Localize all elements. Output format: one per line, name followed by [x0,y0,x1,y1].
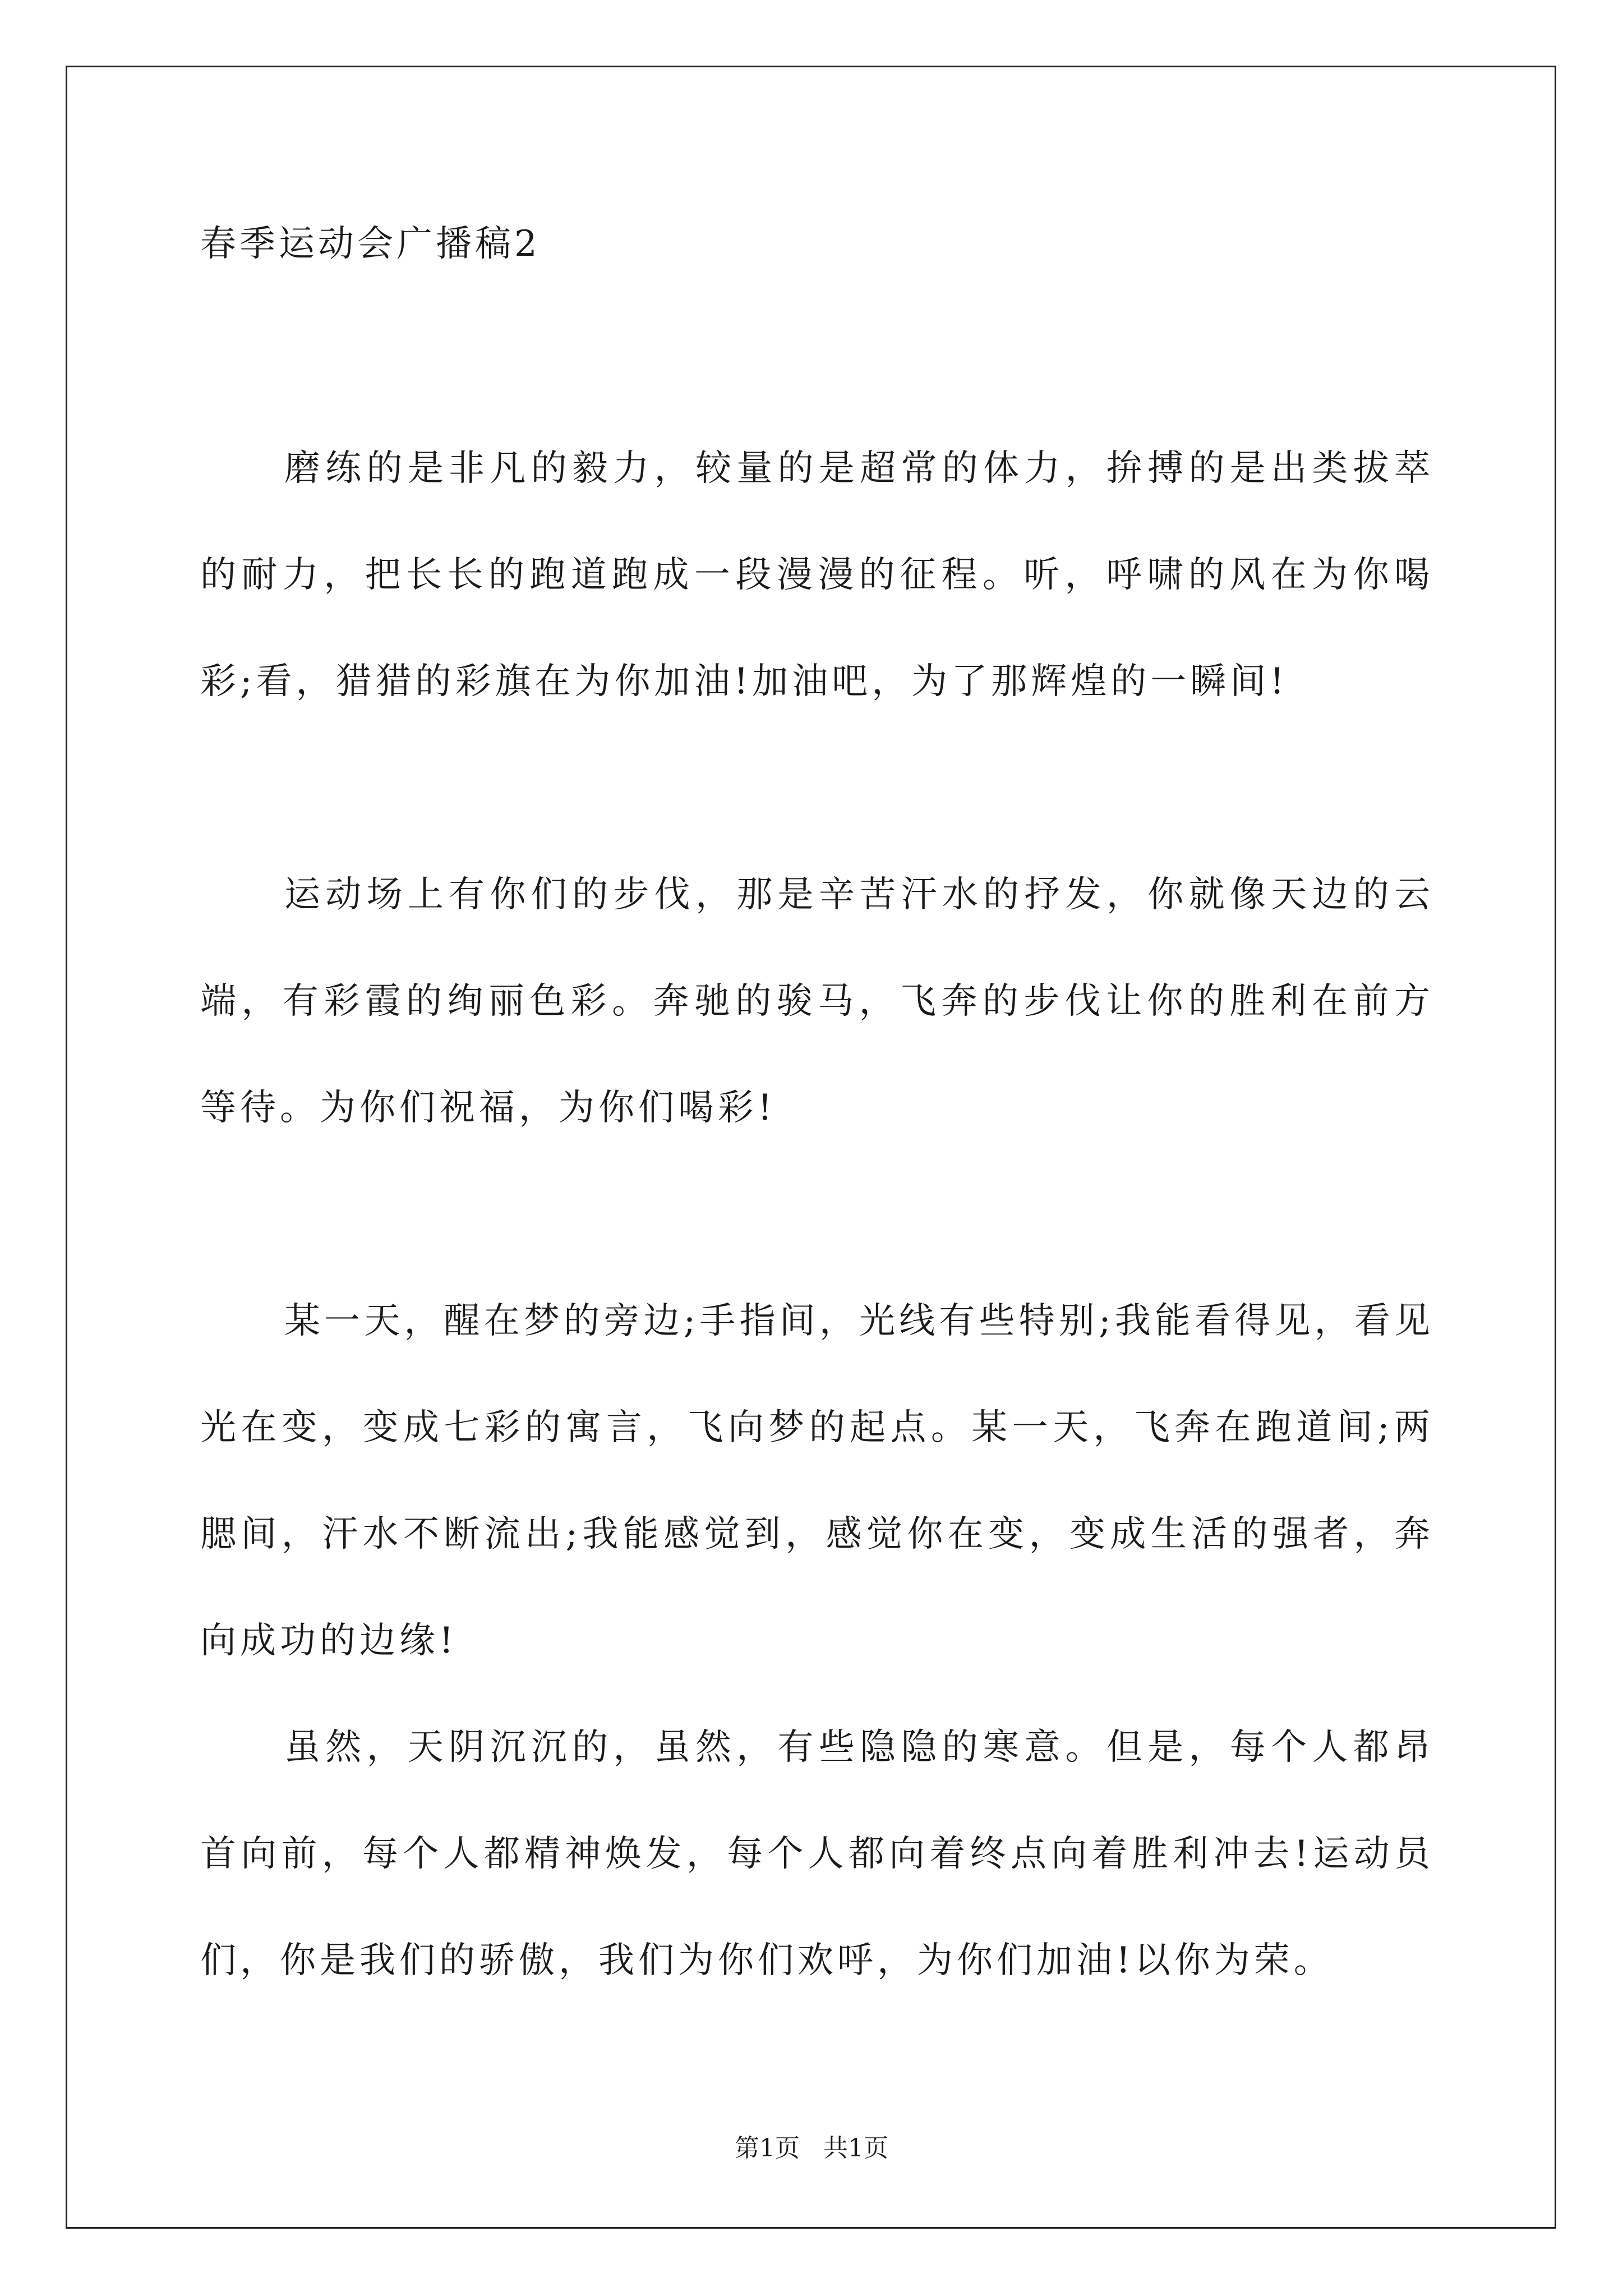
document-title: 春季运动会广播稿2 [200,223,541,265]
paragraph-1: 磨练的是非凡的毅力，较量的是超常的体力，拚搏的是出类拔萃的耐力，把长长的跑道跑成一段漫漫的征程。听，呼啸的风在为你喝彩;看，猎猎的彩旗在为你加油!加油吧，为了那辉煌的一瞬间! [200,448,1434,702]
paragraph-3: 某一天，醒在梦的旁边;手指间，光线有些特别;我能看得见，看见光在变，变成七彩的寓言，飞向梦的起点。某一天，飞奔在跑道间;两腮间，汗水不断流出;我能感觉到，感觉你在变，变成生活的强者，奔向成功的边缘! [200,1300,1434,1662]
paragraph-4: 虽然，天阴沉沉的，虽然，有些隐隐的寒意。但是，每个人都昂首向前，每个人都精神焕发，每个人都向着终点向着胜利冲去!运动员们，你是我们的骄傲，我们为你们欢呼，为你们加油!以你为荣。 [200,1727,1434,1981]
paragraph-2: 运动场上有你们的步伐，那是辛苦汗水的抒发，你就像天边的云端，有彩霞的绚丽色彩。奔驰的骏马，飞奔的步伐让你的胜利在前方等待。为你们祝福，为你们喝彩! [200,874,1434,1129]
page-footer: 第1页 共1页 [735,2134,888,2162]
